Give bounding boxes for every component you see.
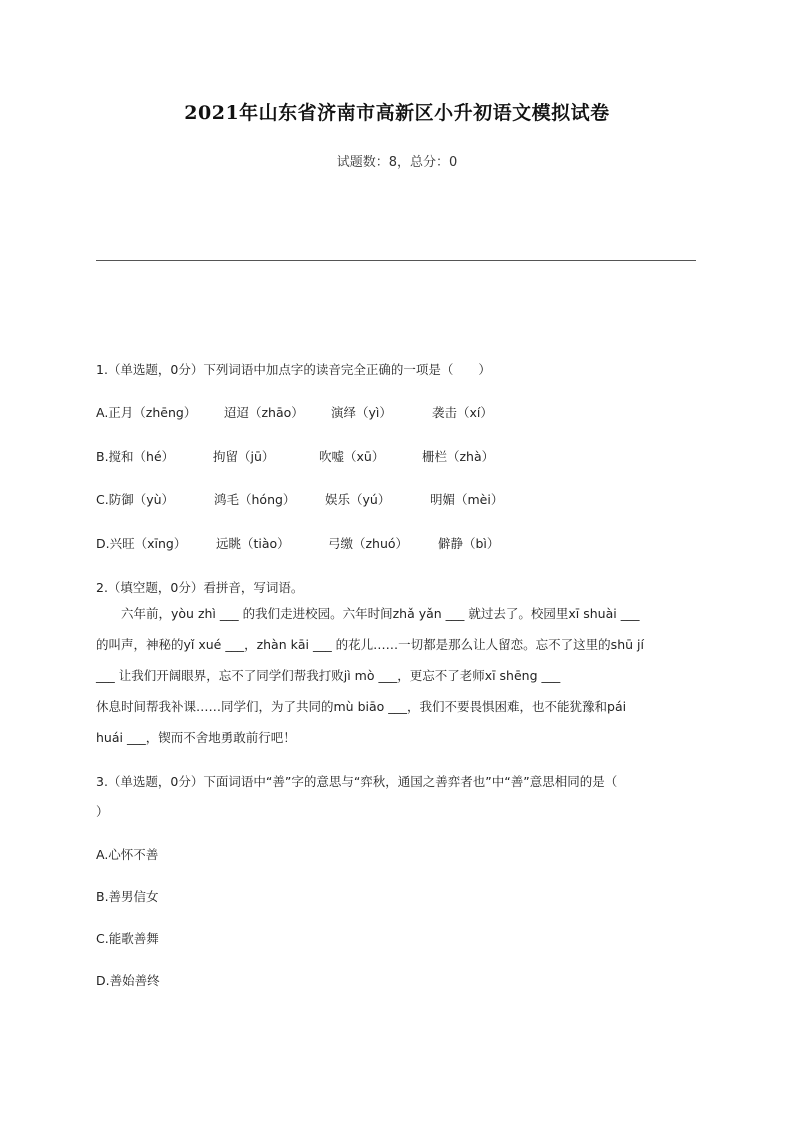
option-b-word-4: 栅栏（zhà） — [422, 449, 495, 464]
question-3-option-d[interactable]: D.善始善终 — [96, 973, 160, 988]
passage-line: 六年前，yòu zhì ___ 的我们走进校园。六年时间zhǎ yǎn ___ 就过去了。校园里xī shuài ___ — [121, 606, 640, 621]
option-a-word-2: 迢迢（zhāo） — [224, 405, 304, 420]
passage-line: 休息时间帮我补课……同学们，为了共同的mù biāo ___，我们不要畏惧困难，也不能犹豫和pái — [96, 699, 627, 714]
option-d-word-1: D.兴旺（xīng） — [96, 536, 187, 551]
question-2-stem: 2.（填空题，0分）看拼音，写词语。 — [96, 580, 304, 595]
option-d-word-2: 远眺（tiào） — [216, 536, 290, 551]
passage-line: 的叫声，神秘的yǐ xué ___，zhàn kāi ___ 的花儿……一切都是那么让人留恋。忘不了这里的shū jí — [96, 637, 644, 652]
question-3-stem: 3.（单选题，0分）下面词语中“善”字的意思与“弈秋，通国之善弈者也”中“善”意思相同的是（ — [96, 774, 618, 789]
option-c-word-4: 明媚（mèi） — [430, 492, 504, 507]
passage-line: huái ___，锲而不舍地勇敢前行吧！ — [96, 730, 296, 745]
question-3-option-b[interactable]: B.善男信女 — [96, 889, 159, 904]
option-a-word-3: 演绎（yì） — [331, 405, 392, 420]
question-3-option-c[interactable]: C.能歌善舞 — [96, 931, 159, 946]
divider-line — [96, 260, 696, 261]
option-a-word-1: A.正月（zhēng） — [96, 405, 197, 420]
option-c-word-3: 娱乐（yú） — [325, 492, 391, 507]
passage-line: ___ 让我们开阔眼界，忘不了同学们帮我打败jì mò ___，更忘不了老师xī shēng ___ — [96, 668, 561, 683]
option-c-word-1: C.防御（yù） — [96, 492, 175, 507]
exam-meta: 试题数：8，总分：0 — [336, 155, 458, 170]
question-3-option-a[interactable]: A.心怀不善 — [96, 847, 159, 862]
option-c-word-2: 鸿毛（hóng） — [214, 492, 296, 507]
option-d-word-3: 弓缴（zhuó） — [328, 536, 409, 551]
option-b-word-1: B.搅和（hé） — [96, 449, 175, 464]
option-a-word-4: 袭击（xí） — [432, 405, 493, 420]
question-1-stem: 1.（单选题，0分）下列词语中加点字的读音完全正确的一项是（ ） — [96, 362, 491, 377]
question-3-stem-cont: ） — [96, 804, 109, 819]
option-d-word-4: 僻静（bì） — [438, 536, 500, 551]
option-b-word-3: 吹嘘（xū） — [319, 449, 385, 464]
page-title: 2021年山东省济南市高新区小升初语文模拟试卷 — [184, 102, 610, 124]
option-b-word-2: 拘留（jū） — [213, 449, 275, 464]
question-2-passage — [96, 604, 700, 759]
